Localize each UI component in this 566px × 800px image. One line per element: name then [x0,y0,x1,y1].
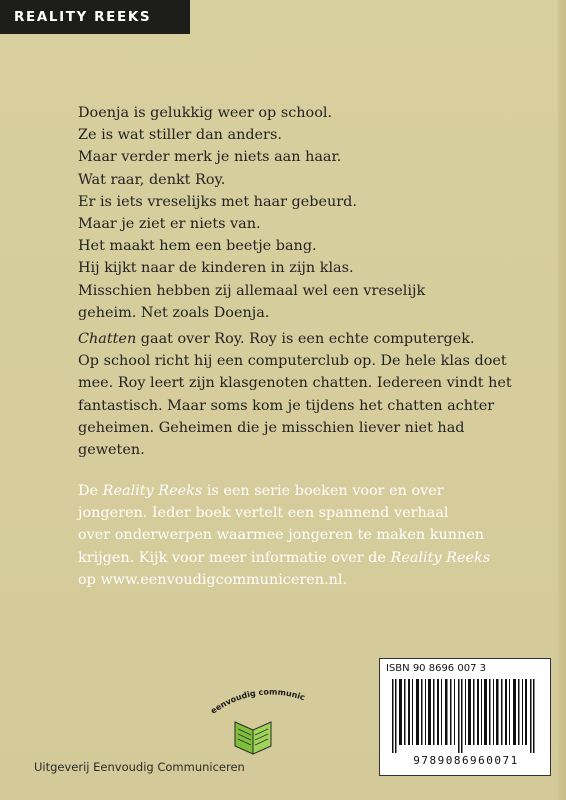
intro-line: Wat raar, denkt Roy. [78,171,226,188]
summary-line: Op school richt hij een computerclub op. De hele klas doet [78,353,507,370]
summary-line [78,328,518,350]
book-icon [205,688,315,758]
logo-text: eenvoudig communic [209,688,307,716]
series-label: REALITY REEKS [0,0,190,34]
intro-line: geheim. Net zoals Doenja. [78,304,270,321]
series-info-text [78,480,518,591]
series-info-line: jongeren. Ieder boek vertelt een spannend verhaal [78,505,449,522]
barcode-icon [392,679,540,753]
barcode-box [379,658,551,776]
summary-line-rest: gaat over Roy. Roy is een echte computergek. [136,331,475,347]
intro-line: Er is iets vreselijks met haar gebeurd. [78,193,357,210]
series-info-line [78,547,518,569]
book-title: Chatten [78,331,137,347]
series-info-line: over onderwerpen waarmee jongeren te maken kunnen [78,527,485,544]
series-info-fragment: is een serie boeken voor en over [202,483,444,499]
intro-line: Misschien hebben zij allemaal wel een vreselijk [78,282,426,299]
series-name: Reality Reeks [390,549,491,566]
intro-line: Maar verder merk je niets aan haar. [78,149,342,166]
intro-text [78,102,518,324]
svg-text:eenvoudig communiceren [205,688,306,716]
intro-line: Ze is wat stiller dan anders. [78,127,282,144]
series-name: Reality Reeks [102,483,203,499]
series-info-line: op www.eenvoudigcommuniceren.nl. [78,571,348,588]
intro-line: Maar je ziet er niets van. [78,216,261,233]
summary-text [78,328,518,461]
spine-edge [558,0,566,800]
publisher-name: Uitgeverij Eenvoudig Communiceren [34,760,245,774]
intro-line: Hij kijkt naar de kinderen in zijn klas. [78,260,354,277]
intro-line: Doenja is gelukkig weer op school. [78,105,333,121]
series-info-fragment: De [78,483,103,499]
barcode-digits: 9789086960071 [413,754,519,767]
series-info-fragment: krijgen. Kijk voor meer informatie over de [78,549,391,566]
intro-line: Het maakt hem een beetje bang. [78,238,317,255]
summary-line: fantastisch. Maar soms kom je tijdens het chatten achter [78,397,495,414]
isbn: ISBN 90 8696 007 3 [386,663,486,674]
summary-line: mee. Roy leert zijn klasgenoten chatten. Iedereen vindt het [78,375,512,392]
publisher-logo [205,688,315,762]
summary-line: geheimen. Geheimen die je misschien liever niet had [78,419,465,436]
series-info-line [78,480,518,502]
summary-line: geweten. [78,442,145,459]
